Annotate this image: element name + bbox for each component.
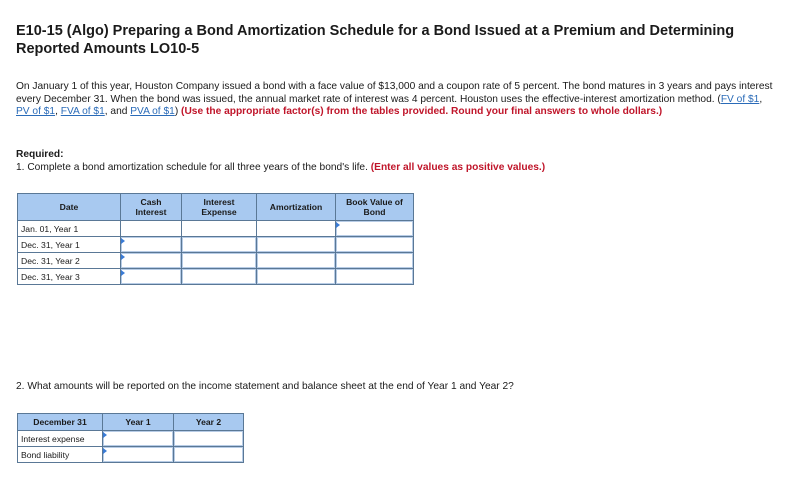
empty-cell bbox=[257, 221, 336, 237]
book-value-input[interactable] bbox=[336, 253, 413, 268]
table-row bbox=[18, 431, 244, 447]
book-value-input[interactable] bbox=[336, 221, 413, 236]
separator: , bbox=[55, 106, 61, 118]
empty-cell bbox=[121, 221, 182, 237]
pva-of-1-link[interactable]: PVA of $1 bbox=[130, 106, 175, 118]
table-row bbox=[18, 221, 414, 237]
book-value-cell bbox=[336, 221, 414, 237]
year-2-cell bbox=[174, 447, 244, 463]
reported-amounts-table bbox=[17, 413, 244, 463]
header-year-2: Year 2 bbox=[174, 414, 244, 431]
cash-interest-cell bbox=[121, 269, 182, 285]
row-label: Jan. 01, Year 1 bbox=[18, 221, 121, 237]
row-label: Dec. 31, Year 3 bbox=[18, 269, 121, 285]
table-row bbox=[18, 253, 414, 269]
year-1-cell bbox=[103, 431, 174, 447]
row-label: Dec. 31, Year 1 bbox=[18, 237, 121, 253]
problem-description bbox=[16, 81, 776, 119]
interest-expense-cell bbox=[182, 253, 257, 269]
pv-of-1-link[interactable]: PV of $1 bbox=[16, 106, 56, 118]
header-interest-expense: Interest Expense bbox=[182, 194, 257, 221]
amortization-cell bbox=[257, 269, 336, 285]
table-header-row bbox=[18, 414, 244, 431]
table-row bbox=[18, 447, 244, 463]
empty-cell bbox=[182, 221, 257, 237]
book-value-input[interactable] bbox=[336, 237, 413, 252]
bond-liability-year-2-input[interactable] bbox=[174, 447, 243, 462]
required-heading: Required: bbox=[16, 149, 64, 160]
amortization-schedule-table bbox=[17, 193, 414, 285]
interest-expense-input[interactable] bbox=[182, 237, 256, 252]
book-value-cell bbox=[336, 237, 414, 253]
table-row bbox=[18, 237, 414, 253]
amortization-cell bbox=[257, 253, 336, 269]
question-1-instruction: (Enter all values as positive values.) bbox=[370, 162, 546, 173]
header-cash-interest: Cash Interest bbox=[121, 194, 182, 221]
page-title: E10-15 (Algo) Preparing a Bond Amortization Schedule for a Bond Issued at a Premium and Determining Reported Amounts LO10-5 bbox=[16, 23, 735, 57]
question-2: 2. What amounts will be reported on the income statement and balance sheet at the end of Year 1 and Year 2? bbox=[16, 381, 514, 392]
book-value-cell bbox=[336, 253, 414, 269]
interest-expense-cell bbox=[182, 269, 257, 285]
amortization-input[interactable] bbox=[257, 269, 335, 284]
separator: , and bbox=[104, 106, 131, 118]
question-1 bbox=[16, 162, 545, 173]
interest-expense-input[interactable] bbox=[182, 253, 256, 268]
book-value-cell bbox=[336, 269, 414, 285]
question-1-text: 1. Complete a bond amortization schedule for all three years of the bond's life. bbox=[16, 162, 371, 173]
row-label: Interest expense bbox=[18, 431, 103, 447]
header-book-value: Book Value of Bond bbox=[336, 194, 414, 221]
header-year-1: Year 1 bbox=[103, 414, 174, 431]
table-header-row bbox=[18, 194, 414, 221]
fv-of-1-link[interactable]: FV of $1 bbox=[720, 93, 760, 105]
bond-liability-year-1-input[interactable] bbox=[103, 447, 173, 462]
intro-text: On January 1 of this year, Houston Company issued a bond with a face value of $13,000 and a coupon rate of 5 percent. The bond matures in 3 years and pays interest every December 31. When the bond was issued, the annual market rate of interest was 4 percent. Houston uses the effective-interest amortization method. ( bbox=[16, 81, 773, 105]
book-value-input[interactable] bbox=[336, 269, 413, 284]
interest-expense-year-2-input[interactable] bbox=[174, 431, 243, 446]
cash-interest-input[interactable] bbox=[121, 253, 181, 268]
cash-interest-input[interactable] bbox=[121, 269, 181, 284]
separator: , bbox=[759, 93, 763, 105]
cash-interest-input[interactable] bbox=[121, 237, 181, 252]
fva-of-1-link[interactable]: FVA of $1 bbox=[60, 106, 105, 118]
cash-interest-cell bbox=[121, 253, 182, 269]
row-label: Bond liability bbox=[18, 447, 103, 463]
amortization-input[interactable] bbox=[257, 253, 335, 268]
header-december-31: December 31 bbox=[18, 414, 103, 431]
interest-expense-input[interactable] bbox=[182, 269, 256, 284]
amortization-cell bbox=[257, 237, 336, 253]
interest-expense-year-1-input[interactable] bbox=[103, 431, 173, 446]
interest-expense-cell bbox=[182, 237, 257, 253]
row-label: Dec. 31, Year 2 bbox=[18, 253, 121, 269]
cash-interest-cell bbox=[121, 237, 182, 253]
header-date: Date bbox=[18, 194, 121, 221]
year-2-cell bbox=[174, 431, 244, 447]
close-paren: ) bbox=[174, 106, 182, 118]
amortization-input[interactable] bbox=[257, 237, 335, 252]
header-amortization: Amortization bbox=[257, 194, 336, 221]
table-row bbox=[18, 269, 414, 285]
rounding-instruction: (Use the appropriate factor(s) from the tables provided. Round your final answers to whole dollars.) bbox=[181, 106, 663, 118]
year-1-cell bbox=[103, 447, 174, 463]
